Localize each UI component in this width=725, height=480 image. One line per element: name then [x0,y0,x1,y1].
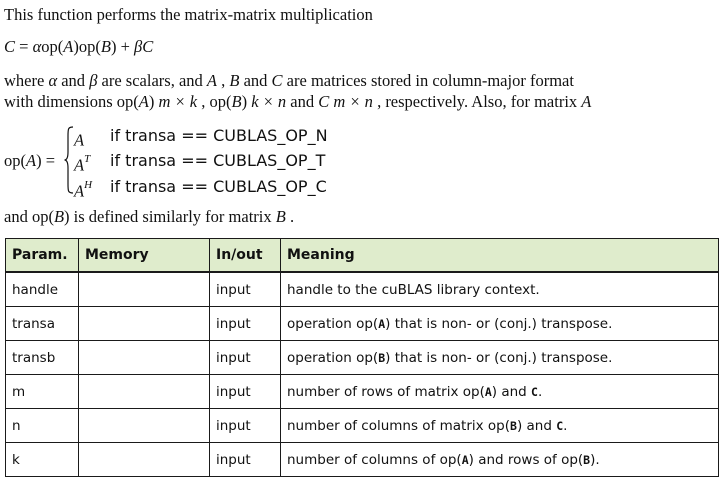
table-row [6,443,719,477]
meaning-part: ) that is non- or (conj.) transpose. [385,315,613,332]
header-param: Param. [6,239,79,273]
similar-b2: B [275,207,286,226]
where-b: B [229,71,240,90]
where-t6: are matrices stored in column-major format [282,71,574,90]
similar-t3: . [285,207,295,226]
formula-c-rhs: C [142,37,154,56]
where-beta: β [89,71,98,90]
meaning-part: . [563,417,568,434]
table-header-row [6,239,719,273]
cell-inout: input [210,443,281,477]
meaning-code: A [461,452,469,467]
dims-t4: ) [241,92,252,111]
where-t2: and [57,71,90,90]
cell-meaning [281,375,719,409]
where-c: C [271,71,283,90]
case-3-condition: if transa == CUBLAS_OP_C [110,177,327,196]
meaning-part: ) and [491,383,532,400]
case-2-sup: T [84,153,91,165]
where-t1: where [4,71,49,90]
formula-op-b-open: op( [78,37,101,56]
meaning-code: C [531,384,538,399]
header-inout: In/out [210,239,281,273]
meaning-code: C [556,418,564,433]
dims-mk: m × k [158,92,198,111]
cell-param: handle [6,272,79,307]
gemm-formula [4,37,153,57]
case-3-sup: H [84,179,93,191]
piecewise-lhs-a: A [26,151,37,170]
formula-a: A [63,37,74,56]
cell-memory [79,307,210,341]
case-1-base: A [74,130,85,150]
formula-op-b-close: ) [110,37,117,56]
formula-b: B [100,37,111,56]
formula-op-a-open: op( [41,37,64,56]
meaning-part: number of rows of matrix op( [287,383,485,400]
meaning-code: B [378,350,386,365]
meaning-part: ) that is non- or (conj.) transpose. [385,349,613,366]
piecewise-lhs-close: ) = [36,151,56,170]
cell-memory [79,375,210,409]
cell-meaning [281,443,719,477]
dims-kn: k × n [251,92,287,111]
cell-memory [79,341,210,375]
table-row [6,409,719,443]
cell-param: transa [6,307,79,341]
meaning-part: handle to the cuBLAS library context. [287,281,540,298]
piecewise-lhs-op: op( [4,151,26,170]
dims-t2: ) [148,92,159,111]
cell-param: m [6,375,79,409]
dimensions-text [4,92,591,112]
formula-equals: = [15,37,33,56]
meaning-part: ) and [516,417,557,434]
case-3-matrix [74,177,92,202]
table-row [6,307,719,341]
case-2-base: A [74,155,85,175]
table-row [6,272,719,307]
meaning-part: ) and rows of op( [468,451,584,468]
meaning-code: B [583,452,591,467]
case-2-matrix [74,151,90,176]
cell-inout: input [210,341,281,375]
where-t5: and [239,71,272,90]
meaning-part: operation op( [287,315,379,332]
case-2-condition: if transa == CUBLAS_OP_T [110,151,326,170]
case-3-base: A [74,181,85,201]
cell-meaning [281,341,719,375]
cell-param: transb [6,341,79,375]
cell-inout: input [210,307,281,341]
similar-t1: and op( [4,207,54,226]
dims-c: C [318,92,330,111]
where-a: A [206,71,217,90]
where-t3: are scalars, and [97,71,207,90]
cell-inout: input [210,272,281,307]
piecewise-lhs [4,151,55,171]
cell-inout: input [210,409,281,443]
cell-param: n [6,409,79,443]
similar-t2: ) is defined similarly for matrix [64,207,276,226]
where-t4: , [216,71,230,90]
similar-text [4,207,294,227]
formula-c-lhs: C [4,37,16,56]
cell-meaning [281,409,719,443]
cell-memory [79,443,210,477]
meaning-part: ). [590,451,600,468]
meaning-part: operation op( [287,349,379,366]
cell-meaning [281,307,719,341]
parameter-table [5,238,719,477]
formula-op-a-close: ) [73,37,79,56]
intro-text: This function performs the matrix-matrix multiplication [4,5,373,24]
meaning-part: number of columns of op( [287,451,462,468]
formula-beta: β [134,37,143,56]
cell-memory [79,409,210,443]
header-memory: Memory [79,239,210,273]
table-row [6,375,719,409]
cell-meaning [281,272,719,307]
meaning-code: A [378,316,386,331]
dims-t3: , op( [197,92,232,111]
formula-alpha: α [32,37,42,56]
left-brace-icon [64,126,74,194]
formula-plus: + [116,37,134,56]
meaning-part: . [537,383,543,400]
dims-a: A [138,92,149,111]
cell-param: k [6,443,79,477]
header-meaning: Meaning [281,239,719,273]
cell-inout: input [210,375,281,409]
dims-b: B [231,92,242,111]
meaning-code: A [484,384,492,399]
meaning-part: number of columns of matrix op( [287,417,511,434]
dims-t1: with dimensions op( [4,92,139,111]
similar-b: B [53,207,65,226]
case-1-matrix [74,126,84,151]
case-1-condition: if transa == CUBLAS_OP_N [110,126,328,145]
dims-mn: m × n [333,92,373,111]
cell-memory [79,272,210,307]
table-row [6,341,719,375]
where-alpha: α [48,71,58,90]
meaning-code: B [510,418,517,433]
dims-a2: A [581,92,592,111]
dims-t5: and [286,92,319,111]
where-text [4,71,574,91]
dims-t7: , respectively. Also, for matrix [372,92,582,111]
